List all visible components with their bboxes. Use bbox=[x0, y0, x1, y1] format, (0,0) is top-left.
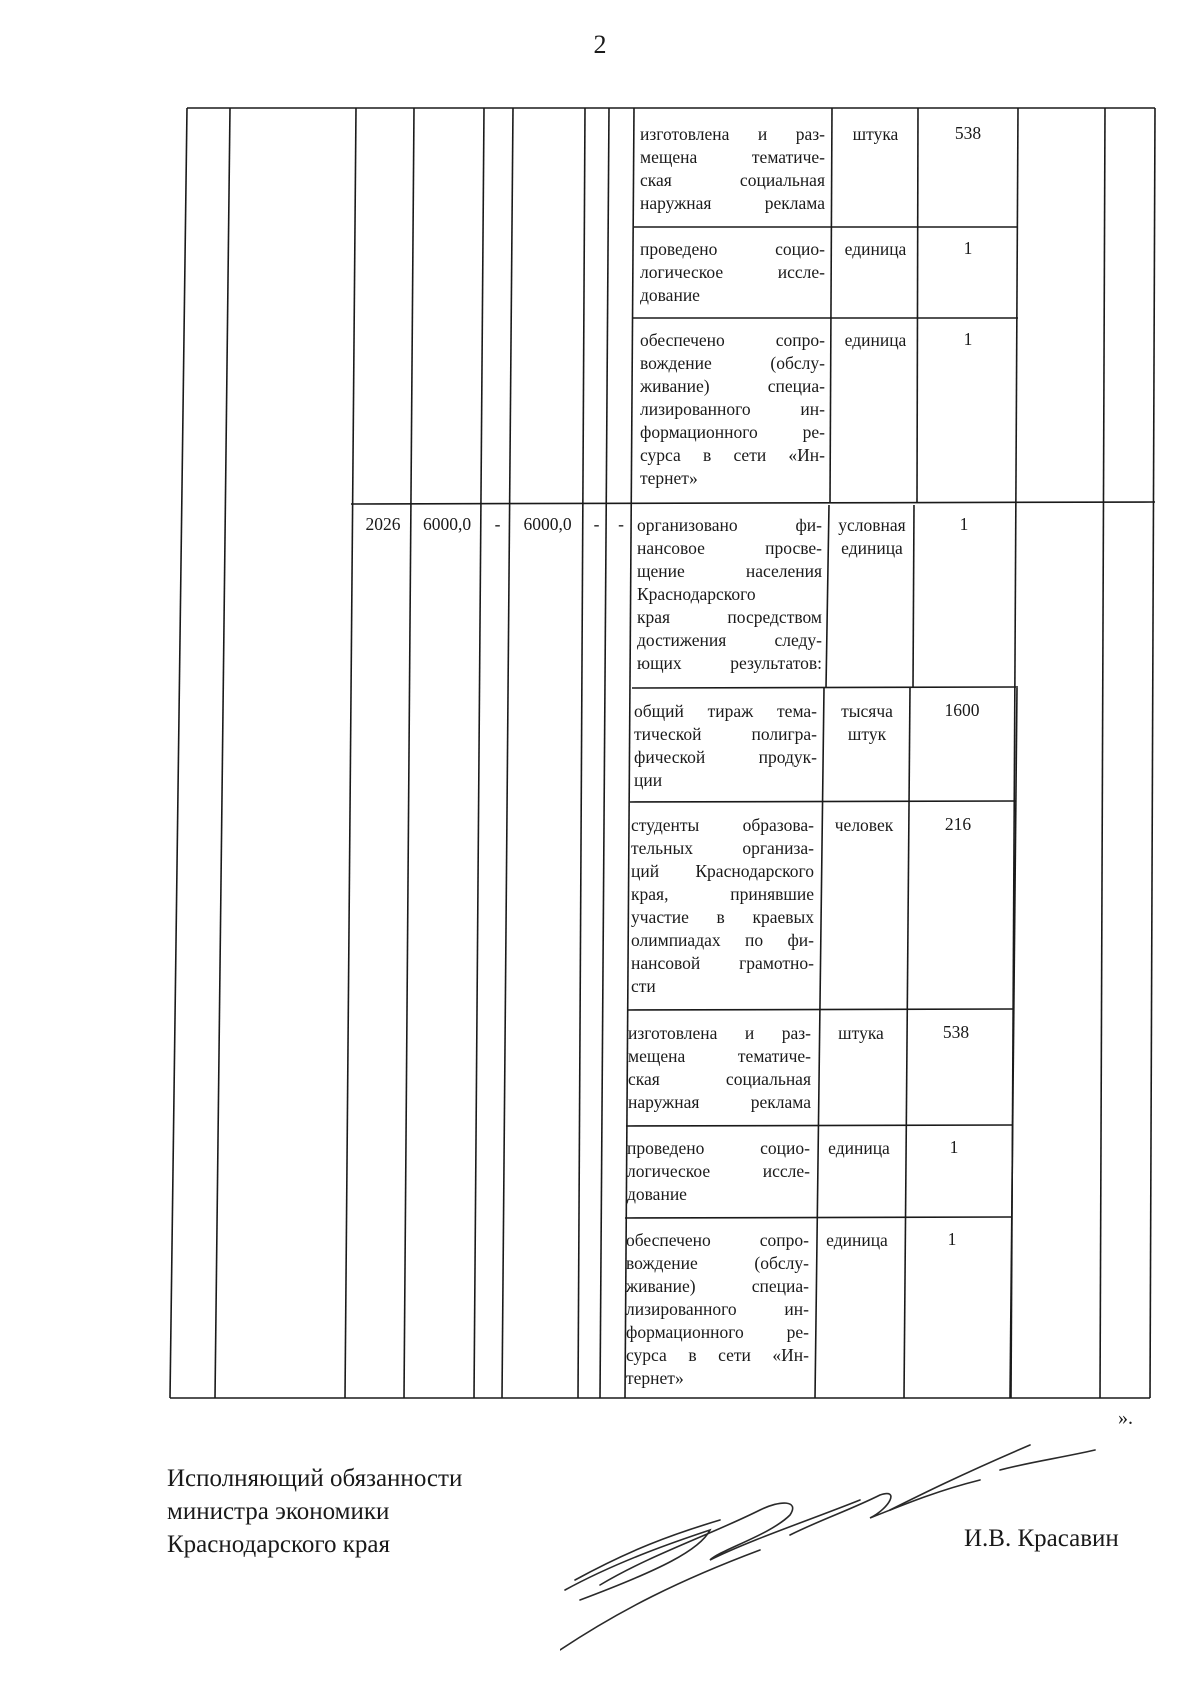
year-row-unit: условная единица bbox=[838, 515, 906, 558]
local-funding-cell: - bbox=[593, 514, 600, 534]
lower-row-4-value: 1 bbox=[949, 1137, 959, 1157]
closing-quote-mark: ». bbox=[1118, 1407, 1133, 1429]
regional-funding-cell: 6000,0 bbox=[523, 514, 572, 534]
lower-row-4-unit: единица bbox=[828, 1138, 890, 1158]
total-funding-cell: 6000,0 bbox=[422, 514, 472, 534]
lower-row-5-text: обеспечено сопро- вождение (обслу- живание) специа- лизированного ин- формационного ре- сурса в сети «Ин- тернет» bbox=[626, 1230, 809, 1388]
lower-row-2-value: 216 bbox=[944, 814, 972, 834]
year-cell: 2026 bbox=[365, 514, 401, 534]
upper-row-2-unit: единица bbox=[844, 239, 907, 259]
lower-row-1-value: 1600 bbox=[944, 700, 980, 720]
federal-funding-cell: - bbox=[494, 514, 501, 534]
upper-row-3-unit: единица bbox=[844, 330, 907, 350]
lower-row-2-text: студенты образова- тельных организа- ций Краснодарского края, принявшие участие в краевых олимпиадах по фи- нансовой грамотно- сти bbox=[631, 815, 814, 996]
upper-row-1-value: 538 bbox=[954, 123, 982, 143]
other-funding-cell: - bbox=[618, 514, 624, 534]
lower-row-2-unit: человек bbox=[834, 815, 894, 835]
upper-row-1-text: изготовлена и раз- мещена тематиче- ская социальная наружная реклама bbox=[640, 124, 825, 213]
lower-row-5-value: 1 bbox=[947, 1229, 957, 1249]
year-row-value: 1 bbox=[959, 514, 969, 534]
lower-row-1-unit: тысяча штук bbox=[841, 701, 893, 744]
lower-row-1-text: общий тираж тема- тической полигра- фической продук- ции bbox=[634, 701, 817, 790]
lower-row-3-value: 538 bbox=[942, 1022, 970, 1042]
upper-row-1-unit: штука bbox=[852, 124, 899, 144]
upper-row-2-text: проведено социо- логическое иссле- дование bbox=[640, 239, 825, 305]
signatory-position: Исполняющий обязанности министра экономики Краснодарского края bbox=[167, 1465, 463, 1558]
lower-row-5-unit: единица bbox=[826, 1230, 888, 1250]
lower-row-3-unit: штука bbox=[838, 1023, 884, 1043]
lower-row-4-text: проведено социо- логическое иссле- дование bbox=[627, 1138, 810, 1204]
lower-row-3-text: изготовлена и раз- мещена тематиче- ская социальная наружная реклама bbox=[628, 1023, 811, 1112]
upper-row-3-value: 1 bbox=[963, 329, 973, 349]
year-row-text: организовано фи- нансовое просве- щение населения Краснодарского края посредством достижения следу- ющих результатов: bbox=[637, 515, 822, 673]
page-number: 2 bbox=[593, 30, 607, 59]
upper-row-3-text: обеспечено сопро- вождение (обслу- живание) специа- лизированного ин- формационного ре- сурса в сети «Ин- тернет» bbox=[640, 330, 825, 488]
upper-row-2-value: 1 bbox=[963, 238, 973, 258]
signatory-name: И.В. Красавин bbox=[964, 1525, 1119, 1552]
